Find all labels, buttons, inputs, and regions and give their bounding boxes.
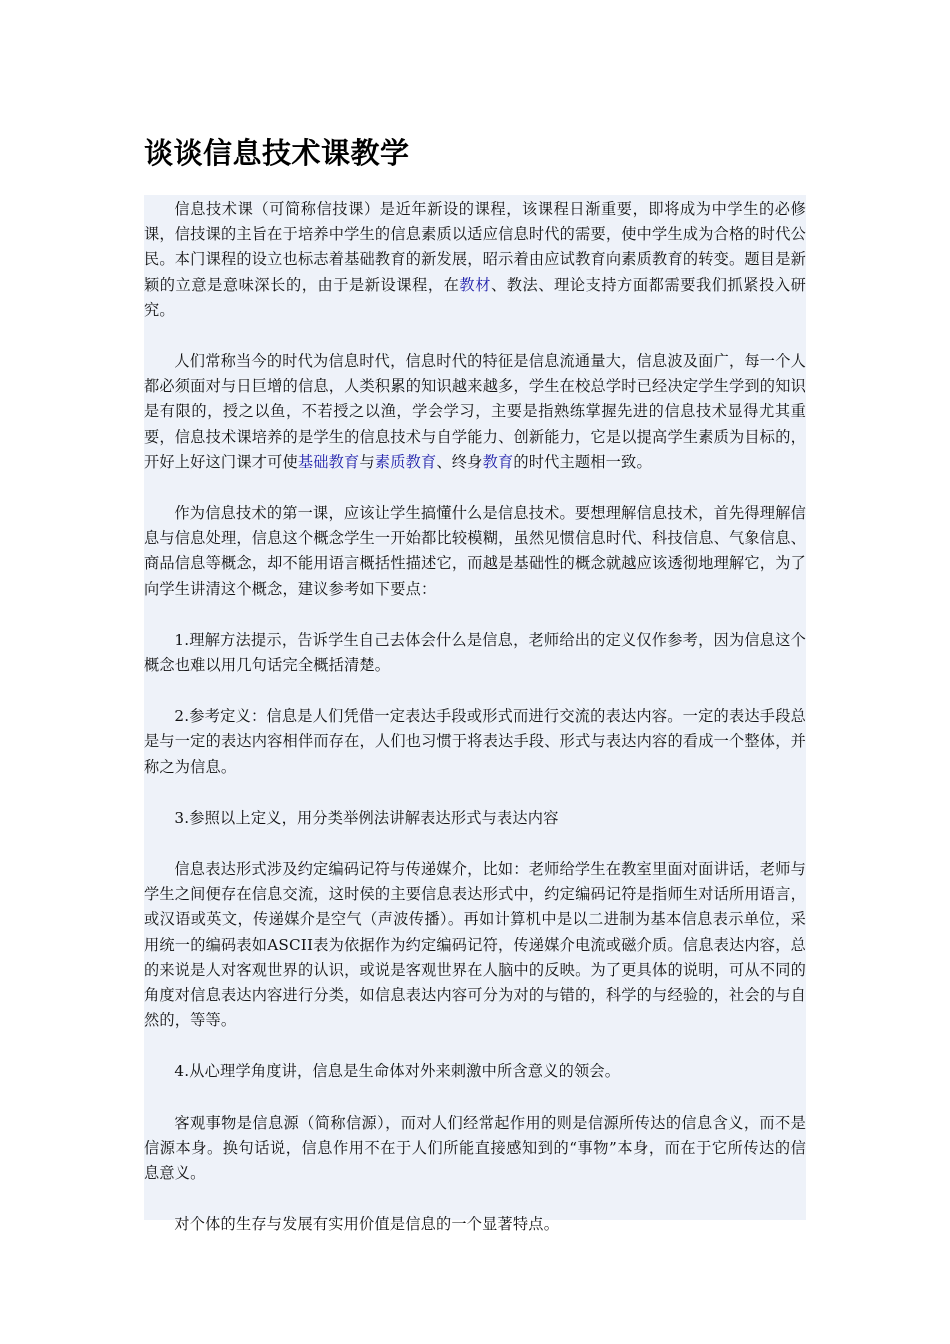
paragraph-1 <box>144 197 806 323</box>
page-title: 谈谈信息技术课教学 <box>144 136 410 170</box>
paragraph-6: 3.参照以上定义，用分类举例法讲解表达形式与表达内容 <box>174 808 559 827</box>
link-quality-education[interactable]: 素质教育 <box>374 452 437 471</box>
paragraph-text: 人们常称当今的时代为信息时代，信息时代的特征是信息流通量大，信息波及面广，每一个人都必须面对与日巨增的信息，人类积累的知识越来越多，学生在校总学时已经决定学生学到的知识是有限的，授之以鱼，不若授之以渔，学会学习，主要是指熟练掌握先进的信息技术显得尤其重要，信息技术课培养的是学生的信息技术与自学能力、创新能力，它是以提高学生素质为目标的，开好上好这门课才可使 <box>144 352 806 471</box>
paragraph-7: 信息表达形式涉及约定编码记符与传递媒介，比如：老师给学生在教室里面对面讲话，老师与学生之间便存在信息交流，这时侯的主要信息表达形式中，约定编码记符是指师生对话所用语言，或汉语或英文，传递媒介是空气（声波传播）。再如计算机中是以二进制为基本信息表示单位，采用统一的编码表如ASCII表为依据作为约定编码记符，传递媒介电流或磁介质。信息表达内容，总的来说是人对客观世界的认识，或说是客观世界在人脑中的反映。为了更具体的说明，可从不同的角度对信息表达内容进行分类，如信息表达内容可分为对的与错的，科学的与经验的，社会的与自然的，等等。 <box>144 860 806 1030</box>
paragraph-10: 对个体的生存与发展有实用价值是信息的一个显著特点。 <box>174 1215 560 1234</box>
link-education[interactable]: 教育 <box>482 452 514 471</box>
paragraph-text: 信息技术课（可简称信技课）是近年新设的课程，该课程日渐重要，即将成为中学生的必修课，信技课的主旨在于培养中学生的信息素质以适应信息时代的需要，使中学生成为合格的时代公民。本门课程的设立也标志着基础教育的新发展，昭示着由应试教育向素质教育的转变。题目是新颖的立意是意味深长的，由于是新设课程，在 <box>144 200 806 294</box>
paragraph-text: 、教法、理论支持方面都需要我们抓紧投入研究。 <box>144 275 807 319</box>
paragraph-4: 1.理解方法提示，告诉学生自己去体会什么是信息，老师给出的定义仅作参考，因为信息这个概念也难以用几句话完全概括清楚。 <box>144 630 806 675</box>
paragraph-2 <box>144 349 806 475</box>
paragraph-text: 与 <box>359 452 375 471</box>
paragraph-8: 4.从心理学角度讲，信息是生命体对外来刺激中所含意义的领会。 <box>174 1062 621 1081</box>
link-basic-education[interactable]: 基础教育 <box>297 452 360 471</box>
paragraph-5: 2.参考定义：信息是人们凭借一定表达手段或形式而进行交流的表达内容。一定的表达手段总是与一定的表达内容相伴而存在，人们也习惯于将表达手段、形式与表达内容的看成一个整体，并称之为信息。 <box>144 707 806 776</box>
paragraph-text: 的时代主题相一致。 <box>513 452 652 471</box>
paragraph-text: 、终身 <box>436 452 483 471</box>
paragraph-3: 作为信息技术的第一课，应该让学生搞懂什么是信息技术。要想理解信息技术，首先得理解信息与信息处理，信息这个概念学生一开始都比较模糊，虽然见惯信息时代、科技信息、气象信息、商品信息等概念，却不能用语言概括性描述它，而越是基础性的概念就越应该透彻地理解它，为了向学生讲清这个概念，建议参考如下要点： <box>144 504 806 598</box>
link-textbook[interactable]: 教材 <box>459 275 491 294</box>
paragraph-9: 客观事物是信息源（简称信源），而对人们经常起作用的则是信源所传达的信息含义，而不是信源本身。换句话说，信息作用不在于人们所能直接感知到的“事物”本身，而在于它所传达的信息意义。 <box>144 1113 806 1183</box>
article-body <box>144 195 807 1234</box>
